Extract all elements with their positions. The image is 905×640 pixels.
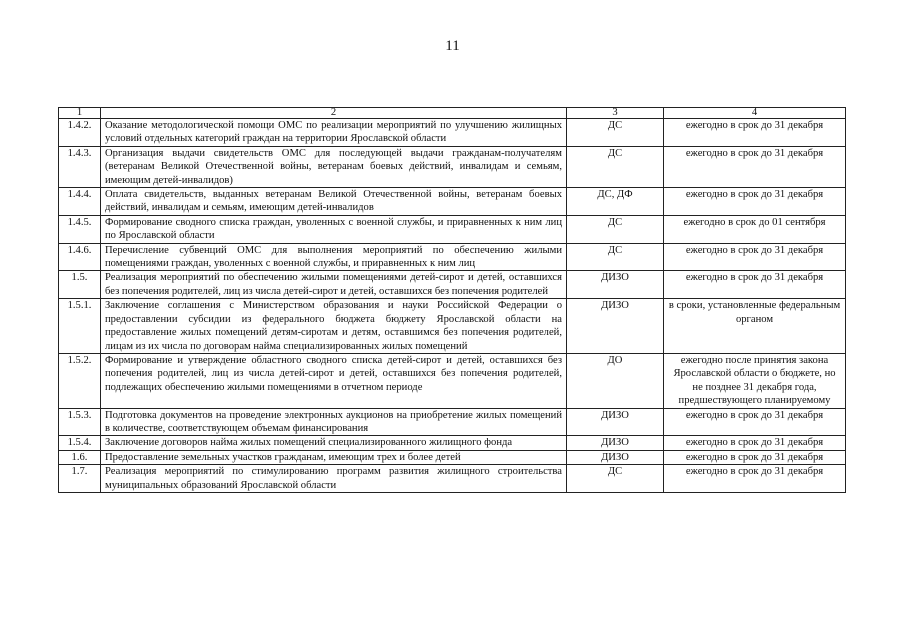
executor-cell: ДС bbox=[567, 243, 664, 271]
page-number: 11 bbox=[445, 38, 460, 54]
row-number-cell: 1.5. bbox=[59, 271, 101, 299]
row-number-cell: 1.4.6. bbox=[59, 243, 101, 271]
term-cell: ежегодно в срок до 31 декабря bbox=[664, 146, 846, 187]
row-number-cell: 1.5.4. bbox=[59, 436, 101, 450]
measure-text-cell: Перечисление субвенций ОМС для выполнения мероприятий по обеспечению жилыми помещениями граждан, уволенных с военной службы, и приравненных к ним лиц bbox=[101, 243, 567, 271]
executor-cell: ДИЗО bbox=[567, 271, 664, 299]
measure-text-cell: Оказание методологической помощи ОМС по реализации мероприятий по улучшению жилищных условий отдельных категорий граждан на территории Ярославской области bbox=[101, 119, 567, 147]
executor-cell: ДС bbox=[567, 465, 664, 493]
header-col-2: 2 bbox=[101, 108, 567, 119]
term-cell: в сроки, установленные федеральным органом bbox=[664, 299, 846, 354]
measure-text-cell: Реализация мероприятий по обеспечению жилыми помещениями детей-сирот и детей, оставшихся без попечения родителей, лиц из числа детей-сирот и детей, оставшихся без попечения родителей bbox=[101, 271, 567, 299]
row-number-cell: 1.6. bbox=[59, 450, 101, 464]
executor-cell: ДС bbox=[567, 215, 664, 243]
term-cell: ежегодно в срок до 31 декабря bbox=[664, 436, 846, 450]
executor-cell: ДС bbox=[567, 146, 664, 187]
row-number-cell: 1.4.4. bbox=[59, 188, 101, 216]
measure-text-cell: Формирование и утверждение областного сводного списка детей-сирот и детей, оставшихся без попечения родителей, лиц из числа детей-сирот и детей, оставшихся без попечения родителей, подлежащих обеспечению жилыми помещениями в отчетном периоде bbox=[101, 353, 567, 408]
header-col-4: 4 bbox=[664, 108, 846, 119]
table-row bbox=[59, 436, 846, 450]
measures-table bbox=[58, 107, 846, 493]
measure-text-cell: Реализация мероприятий по стимулированию программ развития жилищного строительства муниципальных образований Ярославской области bbox=[101, 465, 567, 493]
measure-text-cell: Оплата свидетельств, выданных ветеранам Великой Отечественной войны, ветеранам боевых действий, инвалидам и семьям, имеющим детей-инвалидов bbox=[101, 188, 567, 216]
table-row bbox=[59, 271, 846, 299]
term-cell: ежегодно в срок до 31 декабря bbox=[664, 465, 846, 493]
table-row bbox=[59, 215, 846, 243]
row-number-cell: 1.5.1. bbox=[59, 299, 101, 354]
measure-text-cell: Заключение соглашения с Министерством образования и науки Российской Федерации о предоставлении субсидии из федерального бюджета бюджету Ярославской области на предоставление жилых помещений детям-сиротам и детям, оставшимся без попечения родителей, лицам из их числа по договорам найма специализированных жилых помещений bbox=[101, 299, 567, 354]
header-col-1: 1 bbox=[59, 108, 101, 119]
term-cell: ежегодно в срок до 31 декабря bbox=[664, 188, 846, 216]
term-cell: ежегодно в срок до 31 декабря bbox=[664, 243, 846, 271]
executor-cell: ДС bbox=[567, 119, 664, 147]
table-row bbox=[59, 465, 846, 493]
term-cell: ежегодно в срок до 31 декабря bbox=[664, 450, 846, 464]
measure-text-cell: Организация выдачи свидетельств ОМС для последующей выдачи гражданам-получателям (ветеранам Великой Отечественной войны, ветеранам боевых действий, инвалидам и семьям, имеющим детей-инвалидов) bbox=[101, 146, 567, 187]
table-header-row bbox=[59, 108, 846, 119]
executor-cell: ДС, ДФ bbox=[567, 188, 664, 216]
row-number-cell: 1.4.3. bbox=[59, 146, 101, 187]
table-row bbox=[59, 450, 846, 464]
table-row bbox=[59, 299, 846, 354]
term-cell: ежегодно после принятия закона Ярославской области о бюджете, но не позднее 31 декабря года, предшествующего планируемому bbox=[664, 353, 846, 408]
executor-cell: ДИЗО bbox=[567, 450, 664, 464]
executor-cell: ДИЗО bbox=[567, 436, 664, 450]
term-cell: ежегодно в срок до 31 декабря bbox=[664, 119, 846, 147]
term-cell: ежегодно в срок до 31 декабря bbox=[664, 271, 846, 299]
table-row bbox=[59, 146, 846, 187]
table-row bbox=[59, 188, 846, 216]
measure-text-cell: Формирование сводного списка граждан, уволенных с военной службы, и приравненных к ним лиц по Ярославской области bbox=[101, 215, 567, 243]
executor-cell: ДИЗО bbox=[567, 299, 664, 354]
row-number-cell: 1.7. bbox=[59, 465, 101, 493]
term-cell: ежегодно в срок до 01 сентября bbox=[664, 215, 846, 243]
measure-text-cell: Заключение договоров найма жилых помещений специализированного жилищного фонда bbox=[101, 436, 567, 450]
table-row bbox=[59, 353, 846, 408]
table-row bbox=[59, 408, 846, 436]
measure-text-cell: Подготовка документов на проведение электронных аукционов на приобретение жилых помещений в количестве, соответствующем объемам финансирования bbox=[101, 408, 567, 436]
row-number-cell: 1.4.5. bbox=[59, 215, 101, 243]
row-number-cell: 1.5.2. bbox=[59, 353, 101, 408]
table-row bbox=[59, 119, 846, 147]
measure-text-cell: Предоставление земельных участков гражданам, имеющим трех и более детей bbox=[101, 450, 567, 464]
header-col-3: 3 bbox=[567, 108, 664, 119]
executor-cell: ДИЗО bbox=[567, 408, 664, 436]
row-number-cell: 1.4.2. bbox=[59, 119, 101, 147]
executor-cell: ДО bbox=[567, 353, 664, 408]
row-number-cell: 1.5.3. bbox=[59, 408, 101, 436]
term-cell: ежегодно в срок до 31 декабря bbox=[664, 408, 846, 436]
table-row bbox=[59, 243, 846, 271]
